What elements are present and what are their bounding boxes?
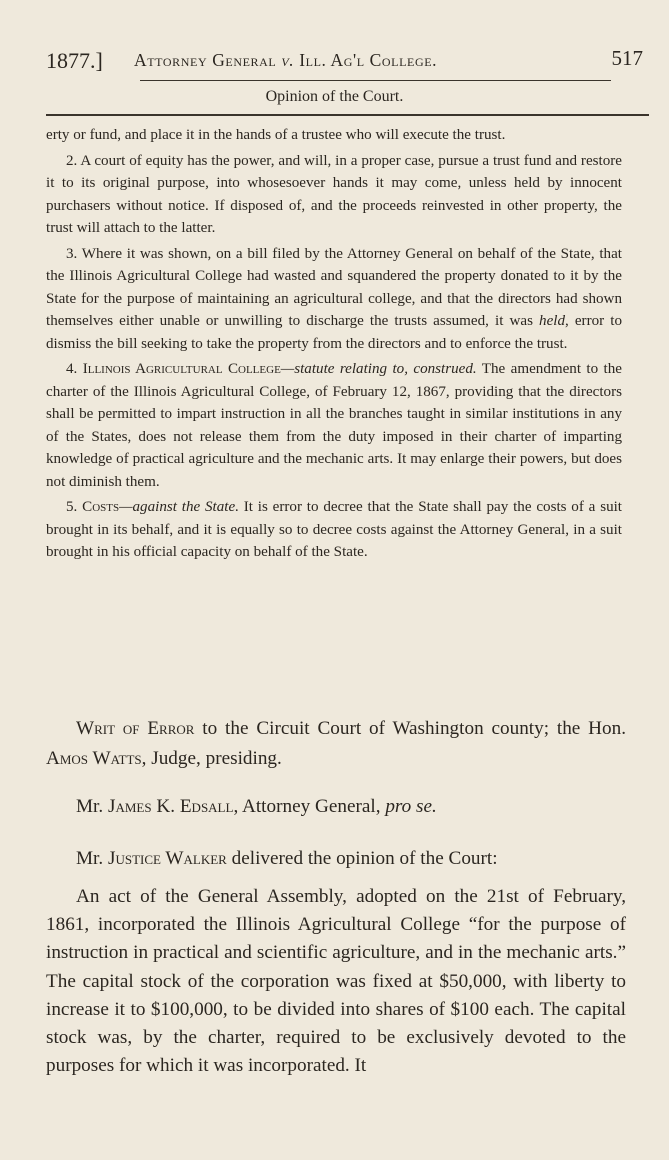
opinion-paragraph: An act of the General Assembly, adopted on the 21st of February, 1861, incorporated the Illinois Agricultural College “for the purpose of instruction in practical and scientific agriculture, and in the mechanic arts.” The capital stock of the corporation was fixed at $50,000, with liberty to increase it to $100,000, to be divided into shares of $100 each. The capital stock was, by the charter, required to be exclusively devoted to the purposes for which it was incorporated. It [46, 886, 626, 1077]
header-title-pre: Attorney General [134, 50, 282, 70]
section-heading: Opinion of the Court. [265, 88, 404, 105]
syllabus-5-italic: —against the State. [119, 499, 239, 515]
counsel-mid: , Attorney General, [233, 796, 386, 817]
syllabus [46, 124, 622, 564]
syllabus-4-italic: —statute relating to, construed. [280, 361, 477, 377]
syllabus-3-italic: held [539, 313, 566, 329]
header-year: 1877.] [46, 48, 103, 73]
counsel-line [46, 792, 626, 822]
header-case-title [134, 50, 437, 71]
syllabus-3-text-a: 3. Where it was shown, on a bill filed by the Attorney General on behalf of the State, that the Illinois Agricultural College had wasted and squandered the property donated to it by the State for the purpose of maintaining an agricultural college, and that the directors had shown themselves either unable or unwilling to discharge the trusts assumed, it was [46, 245, 622, 329]
counsel-prefix: Mr. [76, 796, 108, 817]
syllabus-paragraph-3 [46, 243, 622, 356]
syllabus-5-heading: Costs [82, 499, 120, 515]
running-head [46, 42, 647, 72]
header-title-v: v. [281, 50, 295, 70]
writ-cap-1: Writ of Error [76, 718, 195, 739]
syllabus-4-heading: Illinois Agricultural College [82, 361, 281, 377]
header-title-post: Ill. Ag'l College. [294, 50, 438, 70]
syllabus-paragraph-2: 2. A court of equity has the power, and will, in a proper case, pursue a trust fund and restore it to its original purpose, into whosesoever hands it may come, unless held by innocent purchasers without notice. If disposed of, and the proceeds reinvested in other property, the trust will attach to the latter. [46, 152, 622, 236]
syllabus-paragraph-1: erty or fund, and place it in the hands of a trustee who will execute the trust. [46, 127, 506, 143]
header-rule [140, 80, 611, 81]
justice-line [46, 844, 626, 874]
syllabus-5-text: It is error to decree that the State shall pay the costs of a suit brought in its behalf, and it is equally so to decree costs against the Attorney General, in a suit brought in his official capacity on behalf of the State. [46, 499, 622, 560]
syllabus-paragraph-4 [46, 358, 622, 493]
page-number: 517 [611, 46, 643, 70]
counsel-name: James K. Edsall [108, 796, 234, 817]
counsel-italic: pro se. [385, 796, 437, 817]
writ-judge-name: Amos Watts [46, 748, 142, 769]
opinion-body [46, 883, 626, 1080]
writ-text-2: , Judge, presiding. [141, 748, 282, 769]
writ-of-error [46, 714, 626, 774]
syllabus-5-number: 5. [66, 499, 83, 515]
justice-name: Justice Walker [108, 848, 227, 869]
justice-prefix: Mr. [76, 848, 108, 869]
justice-post: delivered the opinion of the Court: [226, 848, 498, 869]
syllabus-3-text-b: , error to dismiss the bill seeking to take the property from the directors and to enforce the trust. [46, 313, 622, 352]
syllabus-paragraph-5 [46, 496, 622, 564]
syllabus-4-text: The amendment to the charter of the Illinois Agricultural College, of February 12, 1867, providing that the directors shall be permitted to impart instruction in all the branches taught in similar institutions in any of the States, does not release them from the duty imposed in their charter of imparting knowledge of practical agriculture and the mechanic arts. It may enlarge their powers, but does not diminish them. [46, 361, 623, 490]
section-rule [46, 114, 649, 116]
writ-text-1: to the Circuit Court of Washington county; the Hon. [194, 718, 626, 739]
syllabus-4-number: 4. [66, 361, 83, 377]
